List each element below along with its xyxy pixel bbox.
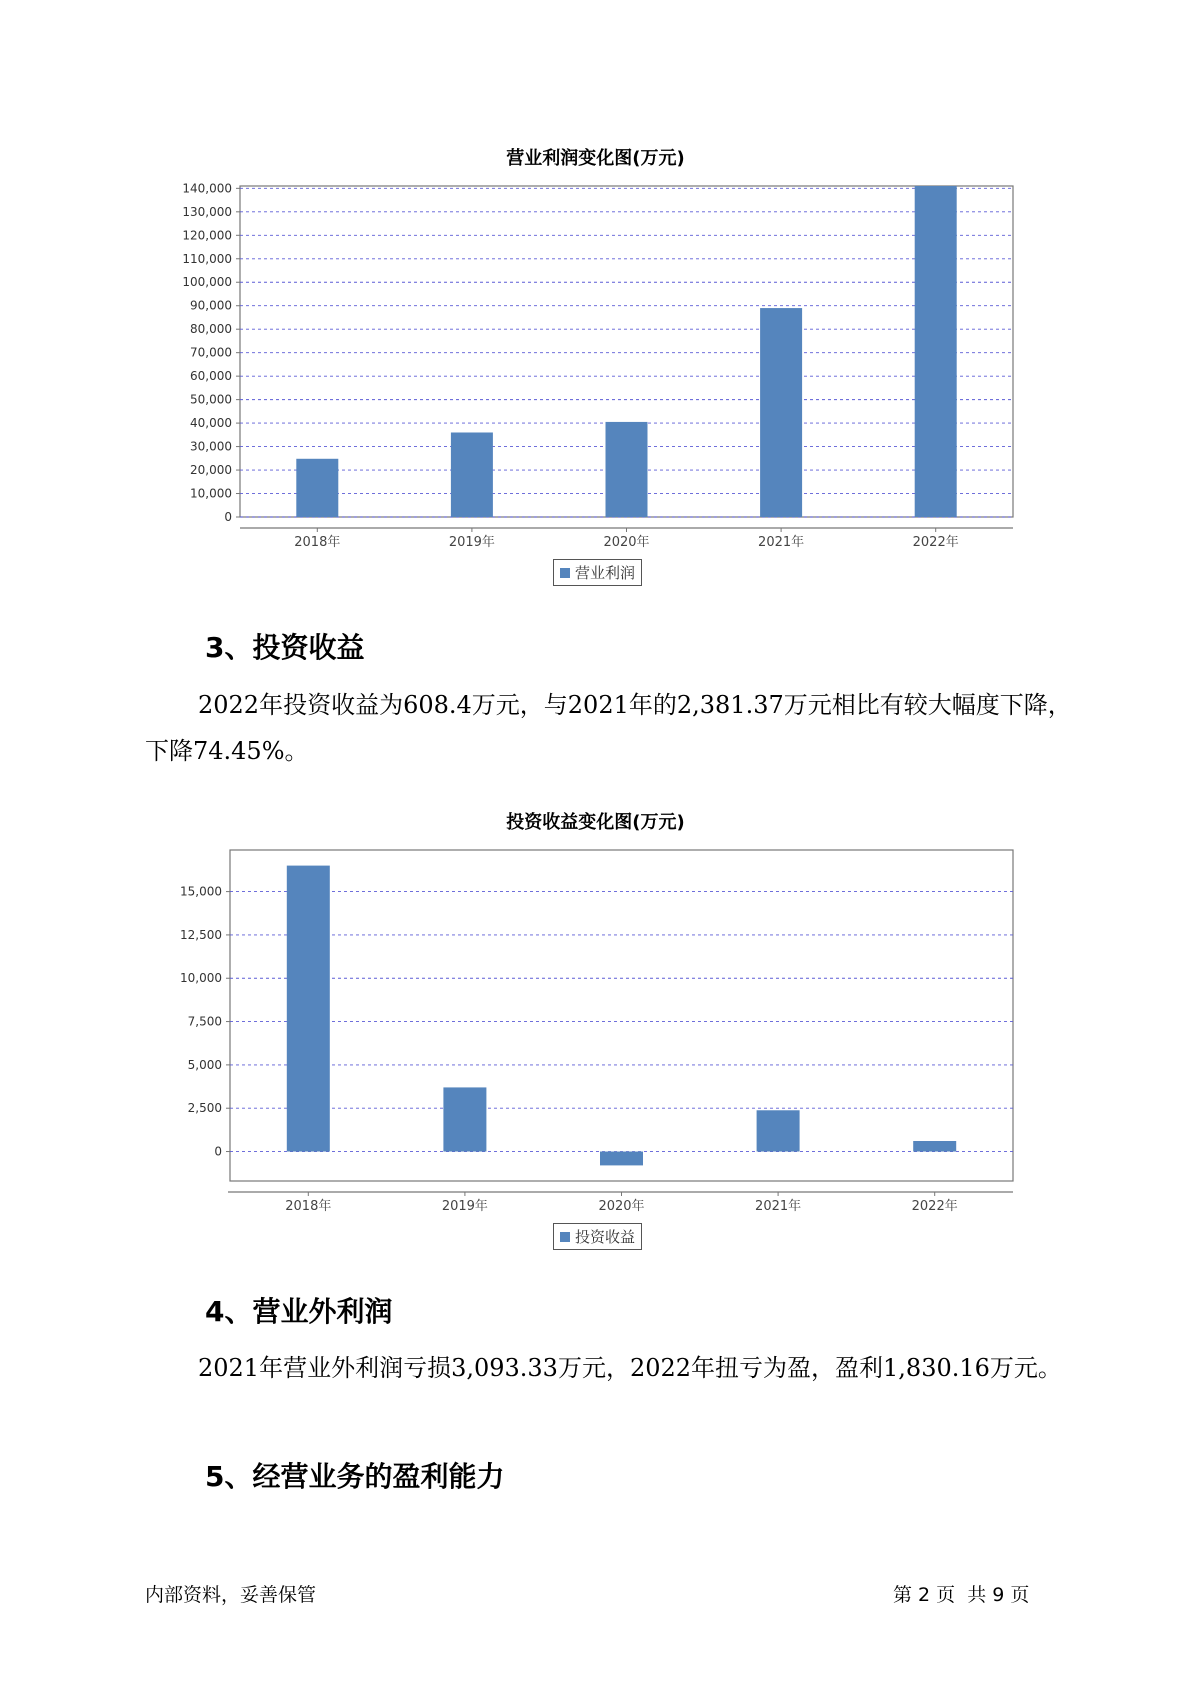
x-tick-label: 2020年 — [598, 1199, 645, 1214]
bar-2018年 — [287, 866, 330, 1152]
chart2-legend — [553, 1223, 642, 1250]
bar-2022年 — [915, 186, 957, 517]
x-tick-label: 2019年 — [441, 1199, 488, 1214]
y-tick-label: 120,000 — [182, 228, 232, 243]
section5-heading: 5、经营业务的盈利能力 — [205, 1460, 505, 1493]
x-tick-label: 2022年 — [911, 1199, 958, 1214]
bar-2020年 — [606, 422, 648, 517]
bar-2019年 — [451, 432, 493, 517]
y-tick-label: 100,000 — [182, 275, 232, 290]
y-tick-label: 90,000 — [190, 298, 232, 313]
bar-2018年 — [296, 459, 338, 517]
x-tick-label: 2018年 — [285, 1199, 332, 1214]
chart1-legend — [553, 559, 642, 586]
bar-2021年 — [757, 1110, 800, 1151]
y-tick-label: 10,000 — [180, 971, 222, 986]
section3-paragraph: 2022年投资收益为608.4万元，与2021年的2,381.37万元相比有较大幅度下降，下降74.45%。 — [145, 691, 1072, 765]
x-tick-label: 2020年 — [603, 535, 650, 550]
bar-2019年 — [443, 1087, 486, 1151]
investment-income-chart — [0, 830, 1191, 1214]
y-tick-label: 0 — [214, 1144, 222, 1159]
footer-page-number: 第 2 页 共 9 页 — [893, 1584, 1030, 1606]
x-tick-label: 2018年 — [294, 535, 341, 550]
section4-paragraph: 2021年营业外利润亏损3,093.33万元，2022年扭亏为盈，盈利1,830.16万元。 — [198, 1354, 1062, 1382]
x-tick-label: 2019年 — [448, 535, 495, 550]
y-tick-label: 50,000 — [190, 392, 232, 407]
y-tick-label: 30,000 — [190, 439, 232, 454]
plot-area — [230, 850, 1013, 1181]
y-tick-label: 5,000 — [187, 1057, 222, 1072]
x-tick-label: 2021年 — [755, 1199, 802, 1214]
y-tick-label: 80,000 — [190, 322, 232, 337]
y-tick-label: 2,500 — [187, 1101, 222, 1116]
section3-heading: 3、投资收益 — [205, 631, 365, 664]
section4-heading: 4、营业外利润 — [205, 1295, 393, 1328]
y-tick-label: 10,000 — [190, 486, 232, 501]
y-tick-label: 20,000 — [190, 463, 232, 478]
y-tick-label: 140,000 — [182, 181, 232, 196]
x-tick-label: 2022年 — [912, 535, 959, 550]
y-tick-label: 60,000 — [190, 369, 232, 384]
y-tick-label: 130,000 — [182, 204, 232, 219]
operating-profit-chart — [0, 160, 1191, 560]
chart1-legend-label: 营业利润 — [575, 564, 636, 582]
x-tick-label: 2021年 — [758, 535, 805, 550]
y-tick-label: 40,000 — [190, 416, 232, 431]
bar-2020年 — [600, 1152, 643, 1166]
bar-2022年 — [913, 1141, 956, 1152]
chart1-title: 营业利润变化图(万元) — [506, 148, 685, 169]
legend-swatch — [560, 1232, 570, 1242]
chart2-legend-label: 投资收益 — [575, 1228, 636, 1246]
bar-2021年 — [760, 308, 802, 517]
legend-swatch — [560, 568, 570, 578]
y-tick-label: 15,000 — [180, 884, 222, 899]
y-tick-label: 12,500 — [180, 927, 222, 942]
footer-left: 内部资料，妥善保管 — [145, 1584, 317, 1606]
y-tick-label: 7,500 — [187, 1014, 222, 1029]
y-tick-label: 110,000 — [182, 251, 232, 266]
y-tick-label: 70,000 — [190, 345, 232, 360]
y-tick-label: 0 — [224, 510, 232, 524]
chart2-title: 投资收益变化图(万元) — [506, 812, 685, 833]
